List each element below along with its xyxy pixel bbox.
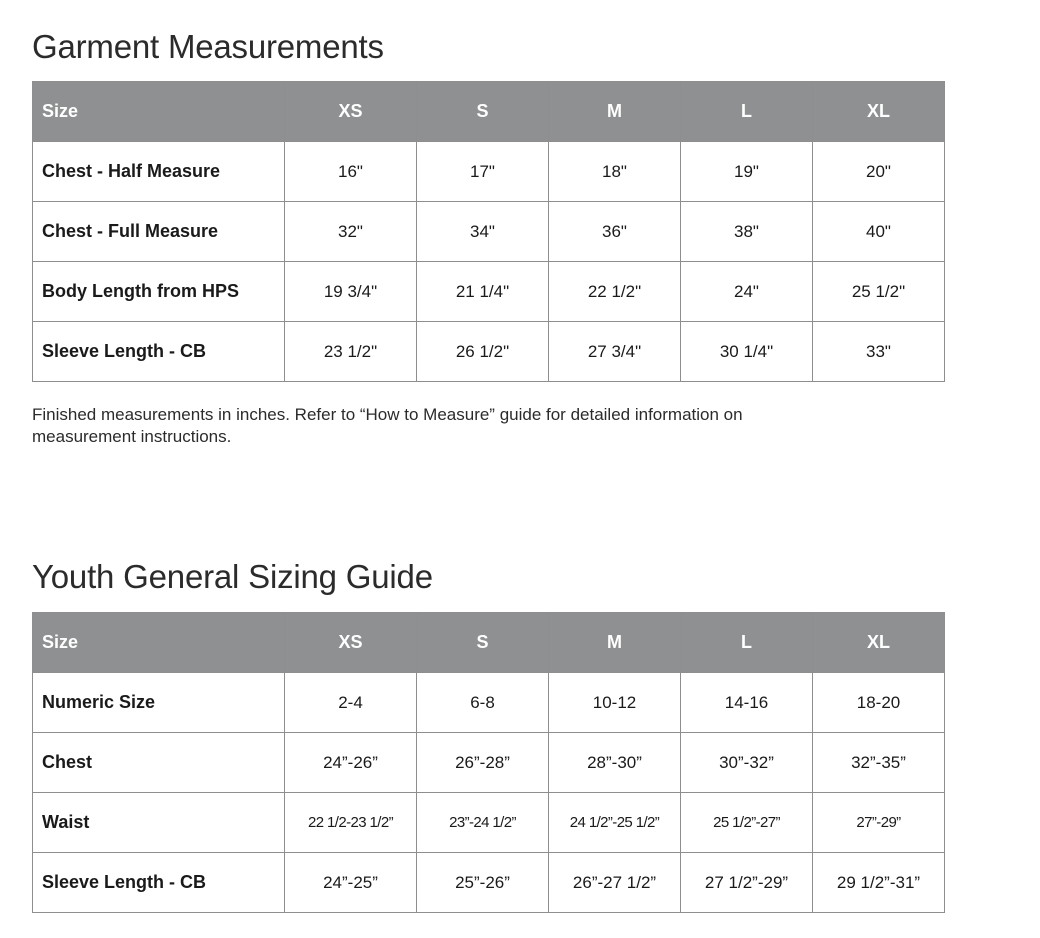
youth-sizing-table (32, 612, 945, 913)
table-cell: 38" (681, 202, 813, 262)
table-cell: 10-12 (549, 673, 681, 733)
table-cell: 30 1/4" (681, 322, 813, 382)
row-label: Sleeve Length - CB (33, 853, 285, 913)
table-cell: 24”-25” (285, 853, 417, 913)
note-line-2: measurement instructions. (32, 427, 232, 446)
header-size-label: Size (33, 82, 285, 142)
header-size-label: Size (33, 613, 285, 673)
header-size-s: S (417, 613, 549, 673)
row-label: Chest (33, 733, 285, 793)
table-cell: 24”-26” (285, 733, 417, 793)
table-cell: 22 1/2-23 1/2” (285, 793, 417, 853)
table-cell: 27”-29” (813, 793, 945, 853)
table-row (33, 733, 945, 793)
table-row (33, 322, 945, 382)
table-cell: 32”-35” (813, 733, 945, 793)
table-cell: 22 1/2" (549, 262, 681, 322)
table-cell: 23 1/2" (285, 322, 417, 382)
table-cell: 36" (549, 202, 681, 262)
table-cell: 27 1/2”-29” (681, 853, 813, 913)
table-cell: 20" (813, 142, 945, 202)
header-size-xs: XS (285, 82, 417, 142)
table-cell: 26 1/2" (417, 322, 549, 382)
table-cell: 25”-26” (417, 853, 549, 913)
row-label: Sleeve Length - CB (33, 322, 285, 382)
youth-sizing-title: Youth General Sizing Guide (32, 558, 433, 595)
row-label: Numeric Size (33, 673, 285, 733)
header-size-l: L (681, 613, 813, 673)
table-cell: 21 1/4" (417, 262, 549, 322)
table-row (33, 853, 945, 913)
table-cell: 18-20 (813, 673, 945, 733)
table-cell: 25 1/2" (813, 262, 945, 322)
table-cell: 26”-28” (417, 733, 549, 793)
table-cell: 19" (681, 142, 813, 202)
table-cell: 6-8 (417, 673, 549, 733)
note-line-1: Finished measurements in inches. Refer to “How to Measure” guide for detailed information on (32, 405, 743, 424)
table-row (33, 142, 945, 202)
table-cell: 16" (285, 142, 417, 202)
table-cell: 33" (813, 322, 945, 382)
garment-measurements-title: Garment Measurements (32, 28, 384, 65)
table-cell: 18" (549, 142, 681, 202)
table-row (33, 673, 945, 733)
header-size-xl: XL (813, 82, 945, 142)
table-cell: 32" (285, 202, 417, 262)
table-cell: 2-4 (285, 673, 417, 733)
table-row (33, 202, 945, 262)
header-size-s: S (417, 82, 549, 142)
row-label: Waist (33, 793, 285, 853)
table-cell: 40" (813, 202, 945, 262)
table-cell: 28”-30” (549, 733, 681, 793)
table-header-row (33, 82, 945, 142)
table-cell: 17" (417, 142, 549, 202)
table-cell: 30”-32” (681, 733, 813, 793)
table-cell: 34" (417, 202, 549, 262)
table-cell: 24 1/2”-25 1/2” (549, 793, 681, 853)
table-cell: 25 1/2”-27” (681, 793, 813, 853)
header-size-l: L (681, 82, 813, 142)
table-cell: 29 1/2”-31” (813, 853, 945, 913)
table-row (33, 262, 945, 322)
table-cell: 24" (681, 262, 813, 322)
row-label: Chest - Full Measure (33, 202, 285, 262)
table-cell: 19 3/4" (285, 262, 417, 322)
row-label: Body Length from HPS (33, 262, 285, 322)
header-size-xl: XL (813, 613, 945, 673)
header-size-m: M (549, 82, 681, 142)
header-size-m: M (549, 613, 681, 673)
table-header-row (33, 613, 945, 673)
table-cell: 27 3/4" (549, 322, 681, 382)
measurements-note (32, 404, 912, 448)
table-cell: 26”-27 1/2” (549, 853, 681, 913)
table-cell: 23”-24 1/2” (417, 793, 549, 853)
table-cell: 14-16 (681, 673, 813, 733)
header-size-xs: XS (285, 613, 417, 673)
table-row (33, 793, 945, 853)
row-label: Chest - Half Measure (33, 142, 285, 202)
garment-measurements-table (32, 81, 945, 382)
